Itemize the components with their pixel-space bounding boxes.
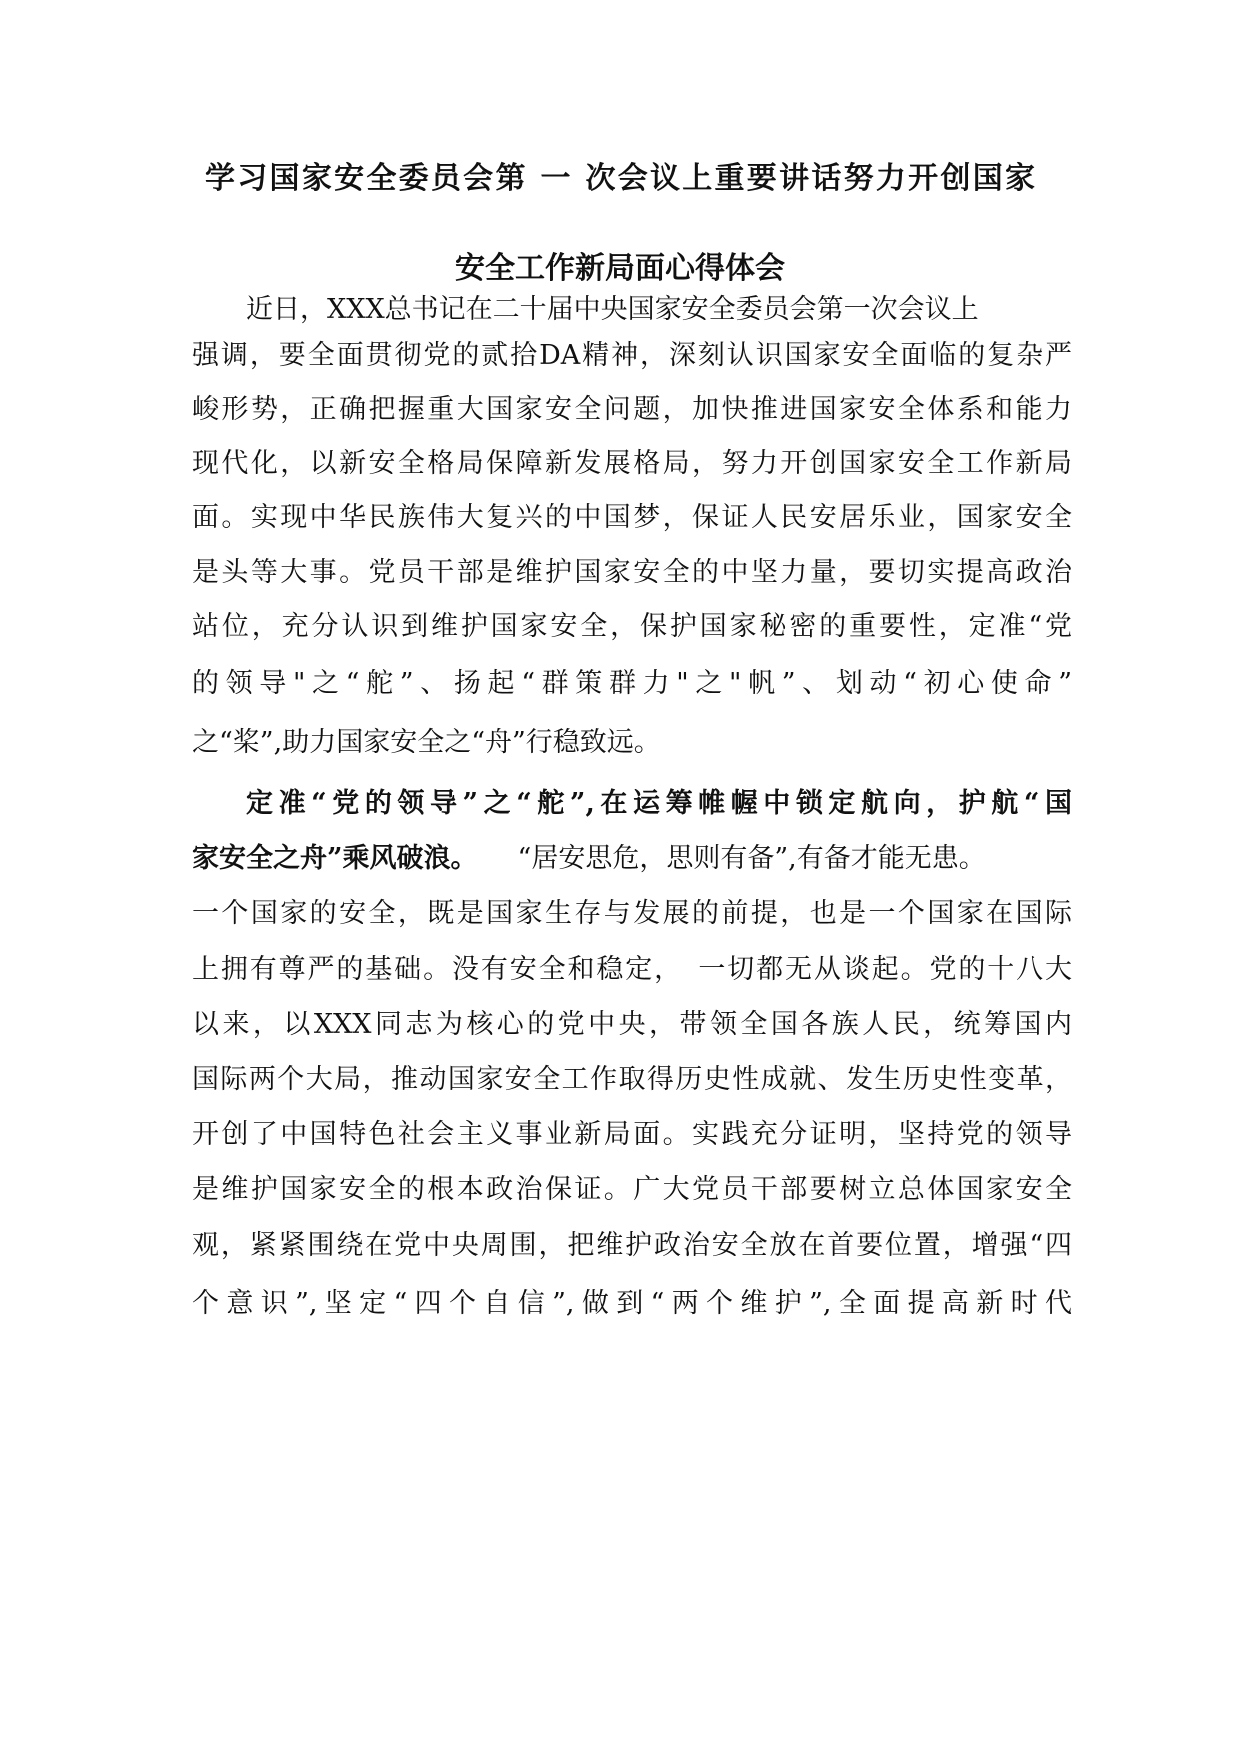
intro-line-3: 峻形势，正确把握重大国家安全问题，加快推进国家安全体系和能力 [192, 394, 1072, 425]
intro-line-9: 之“桨”,助力国家安全之“舟”行稳致远。 [192, 727, 661, 758]
section-1-line-6: 是维护国家安全的根本政治保证。广大党员干部要树立总体国家安全 [192, 1174, 1072, 1205]
section-1-heading-line-1: 定准“党的领导”之“舵”,在运筹帷幄中锁定航向，护航“国 [246, 788, 1072, 819]
section-1-heading-line-2 [192, 839, 1072, 879]
section-1-line-4: 国际两个大局，推动国家安全工作取得历史性成就、发生历史性变革， [192, 1064, 1072, 1095]
section-1-line-3: 以来，以XXX同志为核心的党中央，带领全国各族人民，统筹国内 [192, 1009, 1072, 1040]
section-1-heading-tail: 家安全之舟”乘风破浪。 [192, 843, 478, 874]
document-title-line-2: 安全工作新局面心得体会 [455, 251, 785, 286]
section-1-quote-text: “居安思危，思则有备”,有备才能无患。 [517, 843, 986, 874]
intro-line-4: 现代化，以新安全格局保障新发展格局，努力开创国家安全工作新局 [192, 448, 1072, 479]
document-title-line-1: 学习国家安全委员会第 一 次会议上重要讲话努力开创国家 [205, 161, 1035, 196]
intro-line-2: 强调，要全面贯彻党的贰拾DA精神，深刻认识国家安全面临的复杂严 [192, 340, 1072, 371]
intro-line-6: 是头等大事。党员干部是维护国家安全的中坚力量，要切实提高政治 [192, 557, 1072, 588]
intro-line-7: 站位，充分认识到维护国家安全，保护国家秘密的重要性，定准“党 [192, 611, 1072, 642]
section-1-line-7: 观，紧紧围绕在党中央周围，把维护政治安全放在首要位置，增强“四 [192, 1230, 1072, 1261]
intro-line-1: 近日，XXX总书记在二十届中央国家安全委员会第一次会议上 [246, 294, 979, 325]
section-1-line-1: 一个国家的安全，既是国家生存与发展的前提，也是一个国家在国际 [192, 898, 1072, 929]
intro-line-5: 面。实现中华民族伟大复兴的中国梦，保证人民安居乐业，国家安全 [192, 502, 1072, 533]
section-1-line-2: 上拥有尊严的基础。没有安全和稳定， 一切都无从谈起。党的十八大 [192, 954, 1072, 985]
section-1-line-8: 个意识”,坚定“四个自信”,做到“两个维护”,全面提高新时代 [192, 1288, 1072, 1319]
intro-line-8: 的领导"之“舵”、扬起“群策群力"之"帆”、划动“初心使命” [192, 668, 1072, 699]
section-1-line-5: 开创了中国特色社会主义事业新局面。实践充分证明，坚持党的领导 [192, 1119, 1072, 1150]
